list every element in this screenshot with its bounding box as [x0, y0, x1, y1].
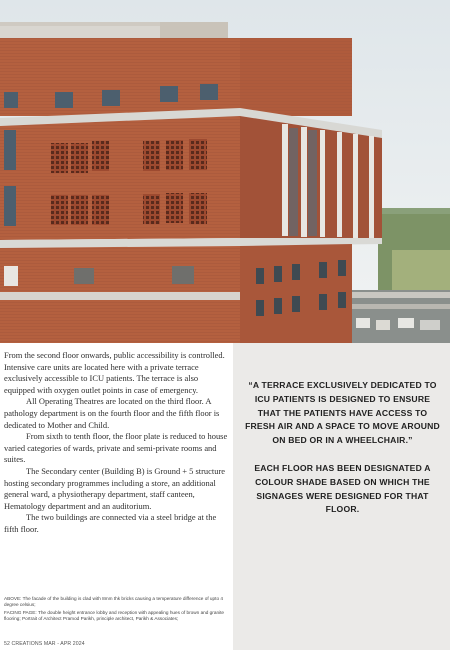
photo-captions — [4, 596, 230, 624]
body-paragraph: From sixth to tenth floor, the floor plate is reduced to house varied categories of wards, private and semi-private rooms and suites. — [4, 431, 228, 465]
article-body — [4, 350, 228, 536]
body-paragraph: All Operating Theatres are located on the third floor. A pathology department is on the fourth floor and the fifth floor is dedicated to Mother and Child. — [4, 396, 220, 430]
pull-quote — [245, 379, 440, 517]
caption-above: ABOVE: The facade of the building is clad with 8mm thk bricks causing a temperature difference of upto 4 degree celsius; — [4, 596, 223, 608]
caption-facing-page: FACING PAGE: The double height entrance lobby and reception with appealing hues of brown and granite flooring; Portrait of Architect Pramod Parikh, principle architect, Parikh & Associates; — [4, 610, 225, 622]
body-paragraph: The two buildings are connected via a steel bridge at the fifth floor. — [4, 512, 217, 534]
body-paragraph: From the second floor onwards, public accessibility is controlled. Intensive care units are located here with a private terrace exclusively accessible to ICU patients. The terrace is also equipped with oxygen outlet points in case of emergency. — [4, 350, 225, 395]
body-paragraph: The Secondary center (Building B) is Ground + 5 structure hosting secondary programmes including a store, an additional general ward, a physiotherapy department, staff canteen, Hematology department and an auditorium. — [4, 465, 226, 511]
pull-quote-part-2: EACH FLOOR HAS BEEN DESIGNATED A COLOUR SHADE BASED ON WHICH THE SIGNAGES WERE DESIGNED FOR THAT FLOOR. — [254, 462, 431, 515]
page-footer: 52 CREATIONS MAR - APR 2024 — [4, 641, 85, 647]
pull-quote-part-1: “A TERRACE EXCLUSIVELY DEDICATED TO ICU PATIENTS IS DESIGNED TO ENSURE THAT THE PATIENTS HAVE ACCESS TO FRESH AIR AND A SPACE TO MOVE AROUND ON BED OR IN A WHEELCHAIR.” — [245, 380, 440, 446]
